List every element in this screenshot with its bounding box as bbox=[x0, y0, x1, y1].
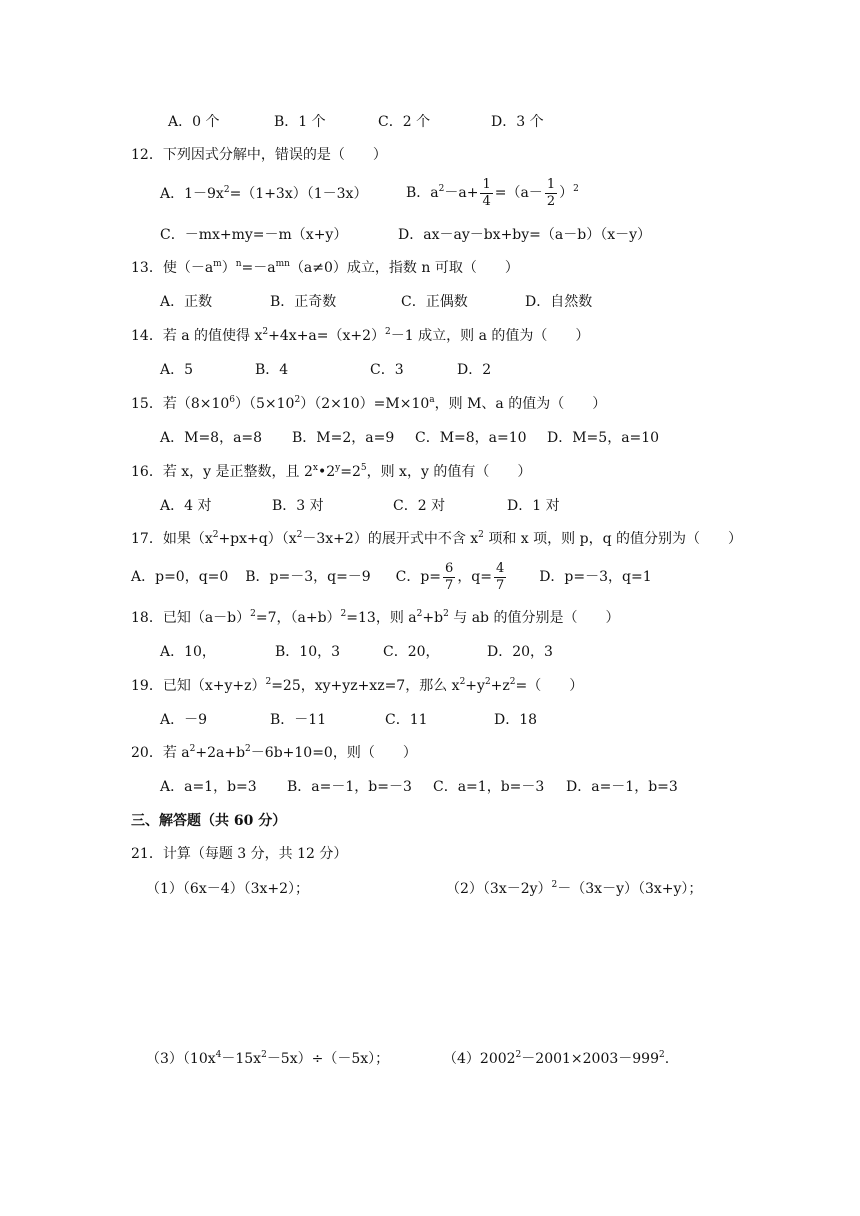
q17-stem: 17．如果$(x^2+px+q)(x^2-3x+2)$的展开式中不含 $x^2$ 项和 x 项，则 p，q 的值分别为（ ） bbox=[131, 530, 742, 547]
q17-option-c: C．p= $\frac{6}{7}$ ，q= $\frac{4}{7}$ bbox=[395, 560, 505, 593]
q13-option-c: C．正偶数 bbox=[401, 294, 468, 310]
q17-option-b: B．p=－3，q=－9 bbox=[245, 569, 371, 585]
fraction-one-half: $\frac{1}{2}$ bbox=[546, 176, 556, 209]
q12-option-a: A．$1-9x^2=(1+3x)(1-3x)$ bbox=[160, 185, 368, 202]
q12-option-b: B．$a^2-a+$ $\frac{1}{4}$ =（a－ $\frac{1}{2}$ ）$^2$ bbox=[406, 176, 579, 209]
q17-option-d: D．p=－3，q=1 bbox=[539, 569, 652, 585]
q21-part-3: $(3)(10x^4-15x^2-5x)\div(-5x)$； bbox=[146, 1050, 390, 1067]
q17-option-a: A．p=0，q=0 bbox=[131, 569, 229, 585]
q11-option-d: D．3 个 bbox=[491, 114, 544, 130]
q16-option-c: C．2 对 bbox=[393, 498, 446, 514]
fraction-four-sevenths: $\frac{4}{7}$ bbox=[496, 560, 505, 593]
q13-option-b: B．正奇数 bbox=[270, 294, 337, 310]
q16-option-b: B．3 对 bbox=[272, 498, 324, 514]
q14-option-d: D．2 bbox=[457, 362, 492, 378]
q18-option-a: A．10， bbox=[160, 644, 216, 660]
q14-option-c: C．3 bbox=[370, 362, 404, 378]
q19-stem: 19．已知$(x+y+z)^2=25$，xy+yz+xz=7，那么 $x^2+y^2+z^2=$（ ） bbox=[131, 677, 584, 694]
q19-option-b: B．－11 bbox=[270, 712, 327, 728]
q20-option-b: B．a=－1，b=－3 bbox=[287, 779, 412, 795]
q13-stem: 13．使$(-a^m)^n=-a^{mn}(a\ne 0)$成立，指数 n 可取（ ） bbox=[131, 259, 519, 276]
q16-option-d: D．1 对 bbox=[507, 498, 560, 514]
q20-option-a: A．a=1，b=3 bbox=[160, 779, 257, 795]
q14-option-b: B．4 bbox=[255, 362, 289, 378]
q11-option-b: B．1 个 bbox=[274, 114, 326, 130]
q13-option-a: A．正数 bbox=[160, 294, 213, 310]
q14-stem: 14．若 a 的值使得 $x^2+4x+a=(x+2)^2-1$ 成立，则 a 的值为（ ） bbox=[131, 327, 590, 344]
q19-option-c: C．11 bbox=[385, 712, 428, 728]
q15-option-a: A．M=8，a=8 bbox=[160, 430, 263, 446]
q19-option-d: D．18 bbox=[494, 712, 538, 728]
q19-option-a: A．－9 bbox=[160, 712, 208, 728]
q20-stem: 20．若 $a^2+2a+b^2-6b+10=0$，则（ ） bbox=[131, 744, 417, 761]
q12-option-c: C．－mx+my=－m（x+y） bbox=[160, 227, 348, 243]
q15-option-b: B．M=2，a=9 bbox=[292, 430, 395, 446]
q14-option-a: A．5 bbox=[160, 362, 194, 378]
q12-option-d: D．ax－ay－bx+by=（a－b）（x－y） bbox=[398, 227, 652, 243]
q16-stem: 16．若 x，y 是正整数，且 $2^x•2^y=2^5$，则 x，y 的值有（ ） bbox=[131, 463, 532, 480]
q21-stem: 21．计算（每题 3 分，共 12 分） bbox=[131, 846, 348, 862]
q21-part-2: $(2)(3x-2y)^2-(3x-y)(3x+y)$； bbox=[446, 880, 703, 897]
q15-option-c: C．M=8，a=10 bbox=[415, 430, 527, 446]
q18-option-d: D．20，3 bbox=[487, 644, 553, 660]
q18-option-c: C．20， bbox=[383, 644, 440, 660]
section-title: 三、解答题（共 60 分） bbox=[131, 813, 287, 829]
fraction-six-sevenths: $\frac{6}{7}$ bbox=[445, 560, 454, 593]
q11-option-c: C．2 个 bbox=[378, 114, 431, 130]
q20-option-c: C．a=1，b=－3 bbox=[433, 779, 545, 795]
q12-stem: 12．下列因式分解中，错误的是（ ） bbox=[131, 147, 387, 163]
q21-part-1: （1）（6x－4）（3x+2）； bbox=[146, 881, 310, 897]
fraction-one-quarter: $\frac{1}{4}$ bbox=[482, 176, 491, 209]
q21-part-4: $(4)2002^2-2001\times 2003-999^2$. bbox=[443, 1050, 670, 1067]
q20-option-d: D．a=－1，b=3 bbox=[566, 779, 678, 795]
q15-option-d: D．M=5，a=10 bbox=[547, 430, 660, 446]
q13-option-d: D．自然数 bbox=[525, 294, 593, 310]
q18-option-b: B．10，3 bbox=[275, 644, 341, 660]
q15-stem: 15．若$(8\times 10^6)(5\times 10^2)(2\times 10)=M\times 10^a$，则 M、a 的值为（ ） bbox=[131, 395, 607, 412]
q18-stem: 18．已知$(a-b)^2=7$，$(a+b)^2=13$，则 $a^2+b^2$ 与 ab 的值分别是（ ） bbox=[131, 609, 620, 626]
q16-option-a: A．4 对 bbox=[160, 498, 212, 514]
q11-option-a: A．0 个 bbox=[168, 114, 220, 130]
q17-options bbox=[131, 552, 652, 602]
